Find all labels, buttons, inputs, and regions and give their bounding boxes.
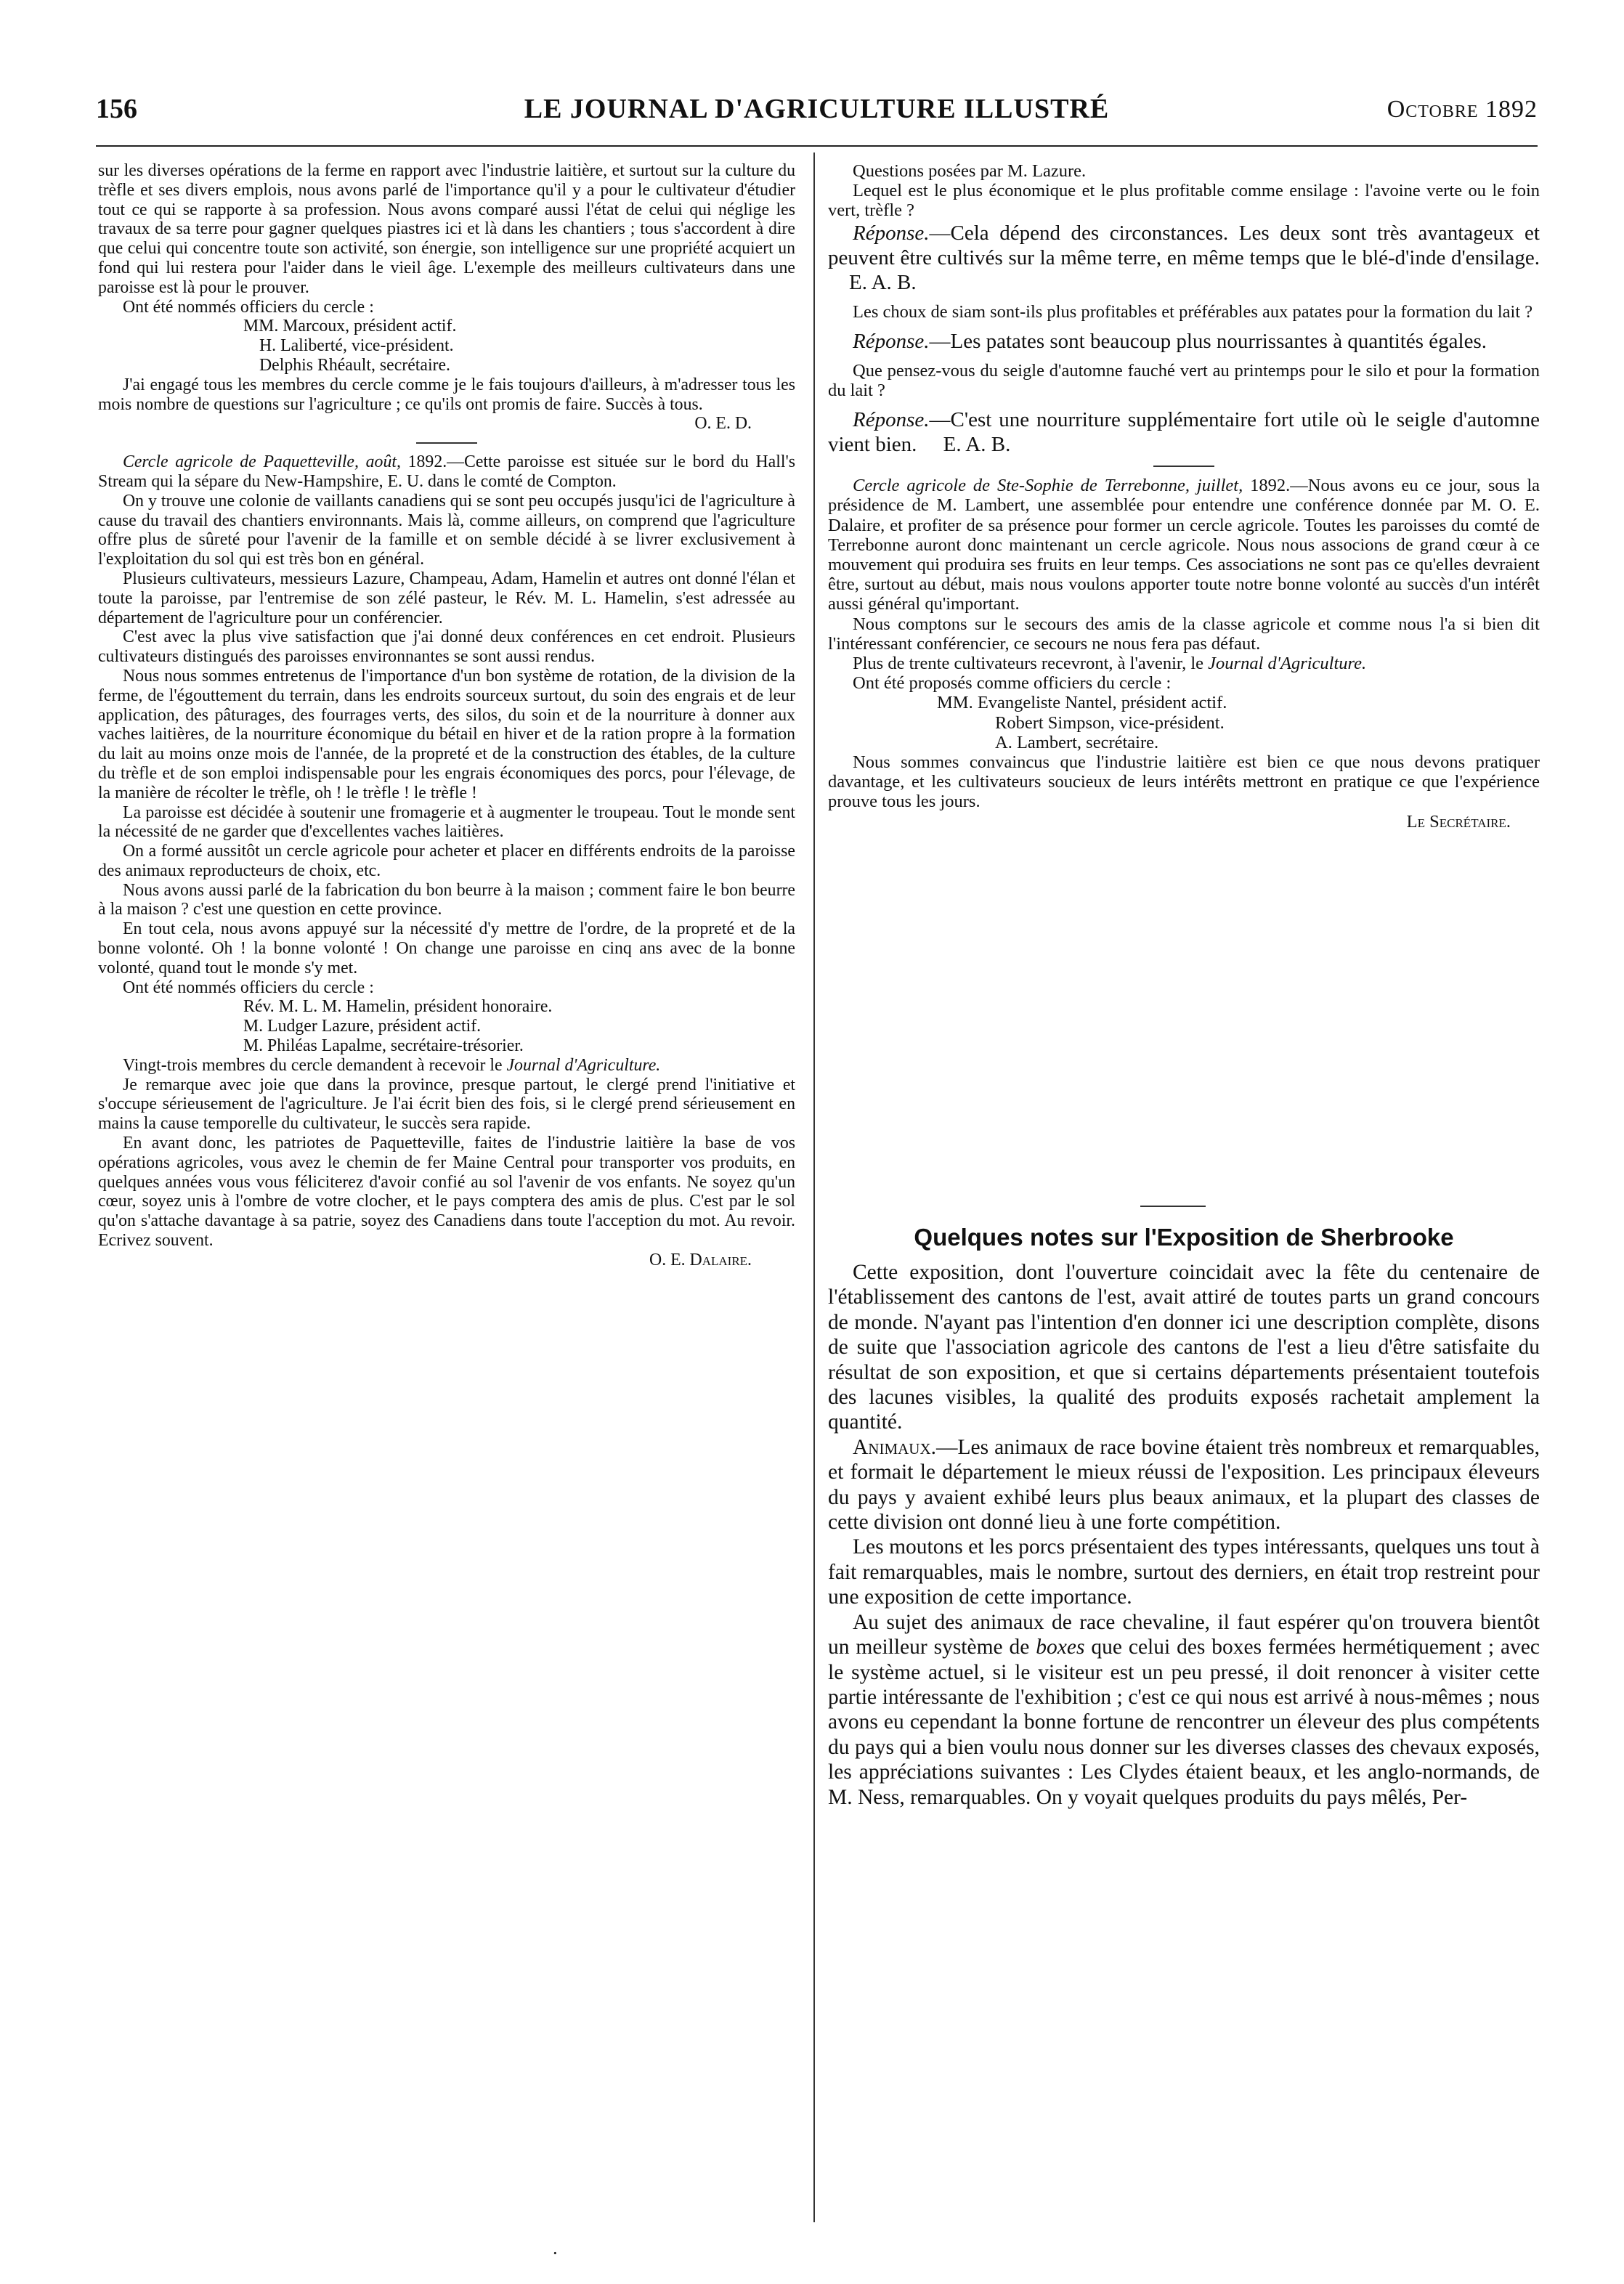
article-text: 1892.—Nous avons eu ce jour, sous la présidence de M. Lambert, une assemblée pour entendre une conférence donnée par M. O. E. Dalaire, et profiter de sa présence pour former un cercle agricole. Toutes les paroisses du comté de Terrebonne auront donc maintenant un cercle agricole. Nous nous associons de grand cœur à ce mouvement qui produira ses fruits en leur temps. Ces associations ne sont pas ce qu'elles devraient être, surtout au début, mais nous voulons apporter toute notre bonne volonté au succès d'un intérêt aussi général qu'important. xyxy=(828,476,1540,614)
paragraph: Les moutons et les porcs présentaient des types intéressants, quelques uns tout à fait remarquables, mais le nombre, surtout des derniers, en était trop restreint pour une exposition de cette importance. xyxy=(828,1535,1540,1609)
issue-date: Octobre 1892 xyxy=(1387,96,1538,123)
paragraph: J'ai engagé tous les membres du cercle comme je le fais toujours d'ailleurs, à m'adresser tous les mois nombre de questions sur l'agriculture ; ce qu'ils ont promis de faire. Succès à tous. xyxy=(98,375,795,414)
text: Plus de trente cultivateurs recevront, à l'avenir, le xyxy=(853,654,1209,674)
paragraph: Cette exposition, dont l'ouverture coincidait avec la fête du centenaire de l'établissement des cantons de l'est, avait attiré de toutes parts un grand concours de monde. N'ayant pas l'intention d'en donner ici une description complète, disons de suite que l'association agricole des cantons de l'est a lieu d'être satisfaite du résultat de son exposition, et que si certains départements présentaient toutefois des lacunes visibles, la qualité des produits exposés rachetait amplement la quantité. xyxy=(828,1261,1540,1434)
signature: O. E. Dalaire. xyxy=(649,1250,752,1269)
paragraph: Nous avons aussi parlé de la fabrication du bon beurre à la maison ; comment faire le bon beurre à la maison ? c'est une question en cette province. xyxy=(98,880,795,919)
officer-line: H. Laliberté, vice-président. xyxy=(259,336,454,356)
paragraph: On y trouve une colonie de vaillants canadiens qui se sont peu occupés jusqu'ici de l'agriculture à cause du travail des chantiers environnants. Mais là, comme ailleurs, on comprend que l'agriculture offre plus de sûreté pour l'avenir de la famille et on semble décidé à se livrer exclusivement à l'exploitation du sol qui est très bon en général. xyxy=(98,491,795,569)
officers-intro: Ont été nommés officiers du cercle : xyxy=(123,297,374,317)
column-divider xyxy=(813,153,815,2222)
journal-title: LE JOURNAL D'AGRICULTURE ILLUSTRÉ xyxy=(524,94,1110,124)
paragraph xyxy=(828,1435,1540,1535)
signature: O. E. D. xyxy=(694,414,752,434)
question: Que pensez-vous du seigle d'automne fauché vert au printemps pour le silo et pour la formation du lait ? xyxy=(828,360,1540,401)
officer-line: MM. Evangeliste Nantel, président actif. xyxy=(937,693,1227,713)
answer xyxy=(828,221,1540,295)
officer-line: M. Philéas Lapalme, secrétaire-trésorier. xyxy=(243,1036,524,1056)
signature: Le Secrétaire. xyxy=(1406,811,1511,832)
separator-rule xyxy=(1140,1206,1206,1207)
officers-intro: Ont été proposés comme officiers du cercle : xyxy=(853,673,1172,694)
paragraph xyxy=(98,452,795,492)
left-column xyxy=(98,161,795,2253)
answer-label: Réponse. xyxy=(853,408,930,432)
paragraph: Je remarque avec joie que dans la province, presque partout, le clergé prend l'initiative et s'occupe sérieusement de l'agriculture. Je l'ai écrit bien des fois, si le clergé prend sérieusement en mains la cause temporelle du cultivateur, le succès sera rapide. xyxy=(98,1075,795,1134)
page-number: 156 xyxy=(96,94,137,124)
answer xyxy=(828,329,1540,354)
emphasis: boxes xyxy=(1036,1635,1085,1659)
section-title: Quelques notes sur l'Exposition de Sherbrooke xyxy=(914,1224,1454,1251)
header-rule xyxy=(96,145,1538,147)
answer-label: Réponse. xyxy=(853,329,930,353)
article-text: 1892.—Cette paroisse est située sur le bord du Hall's Stream qui la sépare du New-Hampshire, E. U. dans le comté de Compton. xyxy=(98,452,795,491)
journal-name: Journal d'Agriculture. xyxy=(1208,654,1367,674)
answer xyxy=(828,407,1540,457)
officers-intro: Ont été nommés officiers du cercle : xyxy=(123,978,374,997)
text: —Les animaux de race bovine étaient très nombreux et remarquables, et formait le département le mieux réussi de l'exposition. Les principaux éleveurs du pays y avaient exhibé leurs plus beaux animaux, et la plupart des classes de cette division ont donné lieu à une forte compétition. xyxy=(828,1435,1540,1535)
section-label: Animaux. xyxy=(853,1435,937,1459)
answer-text: —Les patates sont beaucoup plus nourrissantes à quantités égales. xyxy=(929,329,1487,353)
paragraph: Nous comptons sur le secours des amis de la classe agricole et comme nous l'a si bien dit l'intéressant conférencier, ce secours ne nous fera pas défaut. xyxy=(828,614,1540,654)
journal-name: Journal d'Agriculture. xyxy=(506,1055,661,1075)
officer-line: MM. Marcoux, président actif. xyxy=(243,317,457,336)
officer-line: M. Ludger Lazure, président actif. xyxy=(243,1017,482,1036)
answer-label: Réponse. xyxy=(853,221,930,245)
separator-rule xyxy=(1153,466,1214,467)
page-mark: · xyxy=(552,2243,559,2264)
paragraph: La paroisse est décidée à soutenir une fromagerie et à augmenter le troupeau. Tout le monde sent la nécessité de ne garder que d'excellentes vaches laitières. xyxy=(98,802,795,842)
right-column-bottom xyxy=(828,1260,1540,2255)
answer-signature: E. A. B. xyxy=(943,433,1011,457)
officer-line: A. Lambert, secrétaire. xyxy=(995,732,1159,752)
right-column-top xyxy=(828,161,1540,1243)
officer-line: Delphis Rhéault, secrétaire. xyxy=(259,355,450,375)
answer-text: —Cela dépend des circonstances. Les deux sont très avantageux et peuvent être cultivés sur la même terre, en même temps que le blé-d'inde d'ensilage. xyxy=(828,221,1540,269)
question: Lequel est le plus économique et le plus profitable comme ensilage : l'avoine verte ou le foin vert, trèfle ? xyxy=(828,181,1540,221)
text: Au sujet des animaux de race chevaline, il faut espérer qu'on trouvera bientôt un meilleur système de xyxy=(828,1610,1540,1659)
text: que celui des boxes fermées hermétiquement ; avec le système actuel, si le visiteur est un peu pressé, il doit renoncer à visiter cette partie intéressante de l'exhibition ; c'est ce qui nous est arrivé à nous-mêmes ; nous avons eu cependant la bonne fortune de rencontrer un éleveur des plus compétents du pays qui a bien voulu nous donner sur les diverses classes des chevaux exposés, les appréciations suivantes : Les Clydes étaient beaux, et les anglo-normands, de M. Ness, remarquables. On y voyait quelques produits du pays mêlés, Per- xyxy=(828,1635,1540,1809)
paragraph xyxy=(828,654,1540,673)
article-title: Cercle agricole de Ste-Sophie de Terrebonne, juillet, xyxy=(853,476,1243,496)
answer-signature: E. A. B. xyxy=(849,270,917,294)
answer-text: —C'est une nourriture supplémentaire fort utile où le seigle d'automne vient bien. xyxy=(828,408,1540,457)
paragraph: En avant donc, les patriotes de Paquetteville, faites de l'industrie laitière la base de vos opérations agricoles, vous avez le chemin de fer Maine Central pour transporter vos produits, en quelques années vous vous féliciterez d'avoir confié au sol l'avenir de vos enfants. Ne soyez qu'un cœur, soyez unis à l'ombre de votre clocher, et le pays comptera des amis de plus. C'est par le sol qu'on s'attache davantage à sa patrie, soyez des Canadiens dans toute l'acception du mot. Au revoir. Ecrivez souvent. xyxy=(98,1134,795,1251)
officer-line: Rév. M. L. M. Hamelin, président honoraire. xyxy=(243,997,553,1017)
page-header xyxy=(96,93,1538,144)
officer-line: Robert Simpson, vice-président. xyxy=(995,712,1225,733)
paragraph xyxy=(98,1056,795,1076)
separator-rule xyxy=(416,442,477,444)
article-title: Cercle agricole de Paquetteville, août, xyxy=(123,452,401,472)
paragraph: sur les diverses opérations de la ferme en rapport avec l'industrie laitière, et surtout sur la culture du trèfle et ses divers emplois, nous avons parlé de l'importance qu'il y a pour le cultivateur d'étudier tout ce qui se rapporte à sa profession. Nous avons comparé aussi l'état de celui qui néglige les travaux de sa terre pour gagner quelques piastres ici et là dans les chantiers ; tous s'accordent à dire que celui qui concentre toute son activité, son énergie, son intelligence sur une propriété acquiert un fond qui lui restera pour l'aider dans le vieil âge. L'exemple des meilleurs cultivateurs dans une paroisse est là pour le prouver. xyxy=(98,161,795,297)
paragraph: Nous nous sommes entretenus de l'importance d'un bon système de rotation, de la division de la ferme, de l'égouttement du terrain, dans les endroits sourceux surtout, du soin des engrais et de leur application, des pâturages, des fourrages verts, des silos, du soin et de la nourriture à donner aux vaches laitières, de la nourriture économique du bétail en hiver et de la ration propre à la formation du lait au moins onze mois de l'année, de la propreté et de la construction des étables, de la culture du trèfle et de son emploi indispensable pour les engrais économiques des porcs, pour l'élevage, de la manière de récolter le trèfle, oh ! le trèfle ! le trèfle ! xyxy=(98,666,795,802)
paragraph xyxy=(828,476,1540,614)
questions-intro: Questions posées par M. Lazure. xyxy=(853,161,1087,181)
paragraph: Nous sommes convaincus que l'industrie laitière est bien ce que nous devons pratiquer davantage, et les cultivateurs soucieux de leurs intérêts mettront en pratique ce que l'expérience prouve tous les jours. xyxy=(828,752,1540,812)
paragraph: C'est avec la plus vive satisfaction que j'ai donné deux conférences en cet endroit. Plusieurs cultivateurs distingués des paroisses environnantes se sont aussi rendus. xyxy=(98,627,795,667)
question: Les choux de siam sont-ils plus profitables et préférables aux patates pour la formation du lait ? xyxy=(853,301,1533,322)
text: Vingt-trois membres du cercle demandent à recevoir le xyxy=(123,1055,507,1075)
paragraph: Plusieurs cultivateurs, messieurs Lazure, Champeau, Adam, Hamelin et autres ont donné l'élan et toute la paroisse, par l'entremise de son zélé pasteur, le Rév. M. L. Hamelin, s'est adressée au département de l'agriculture pour un conférencier. xyxy=(98,569,795,627)
paragraph: En tout cela, nous avons appuyé sur la nécessité d'y mettre de l'ordre, de la propreté et de la bonne volonté. Oh ! la bonne volonté ! On change une paroisse en cinq ans avec de la bonne volonté, quand tout le monde s'y met. xyxy=(98,919,795,978)
paragraph xyxy=(828,1610,1540,1810)
paragraph: On a formé aussitôt un cercle agricole pour acheter et placer en différents endroits de la paroisse des animaux reproducteurs de choix, etc. xyxy=(98,842,795,880)
